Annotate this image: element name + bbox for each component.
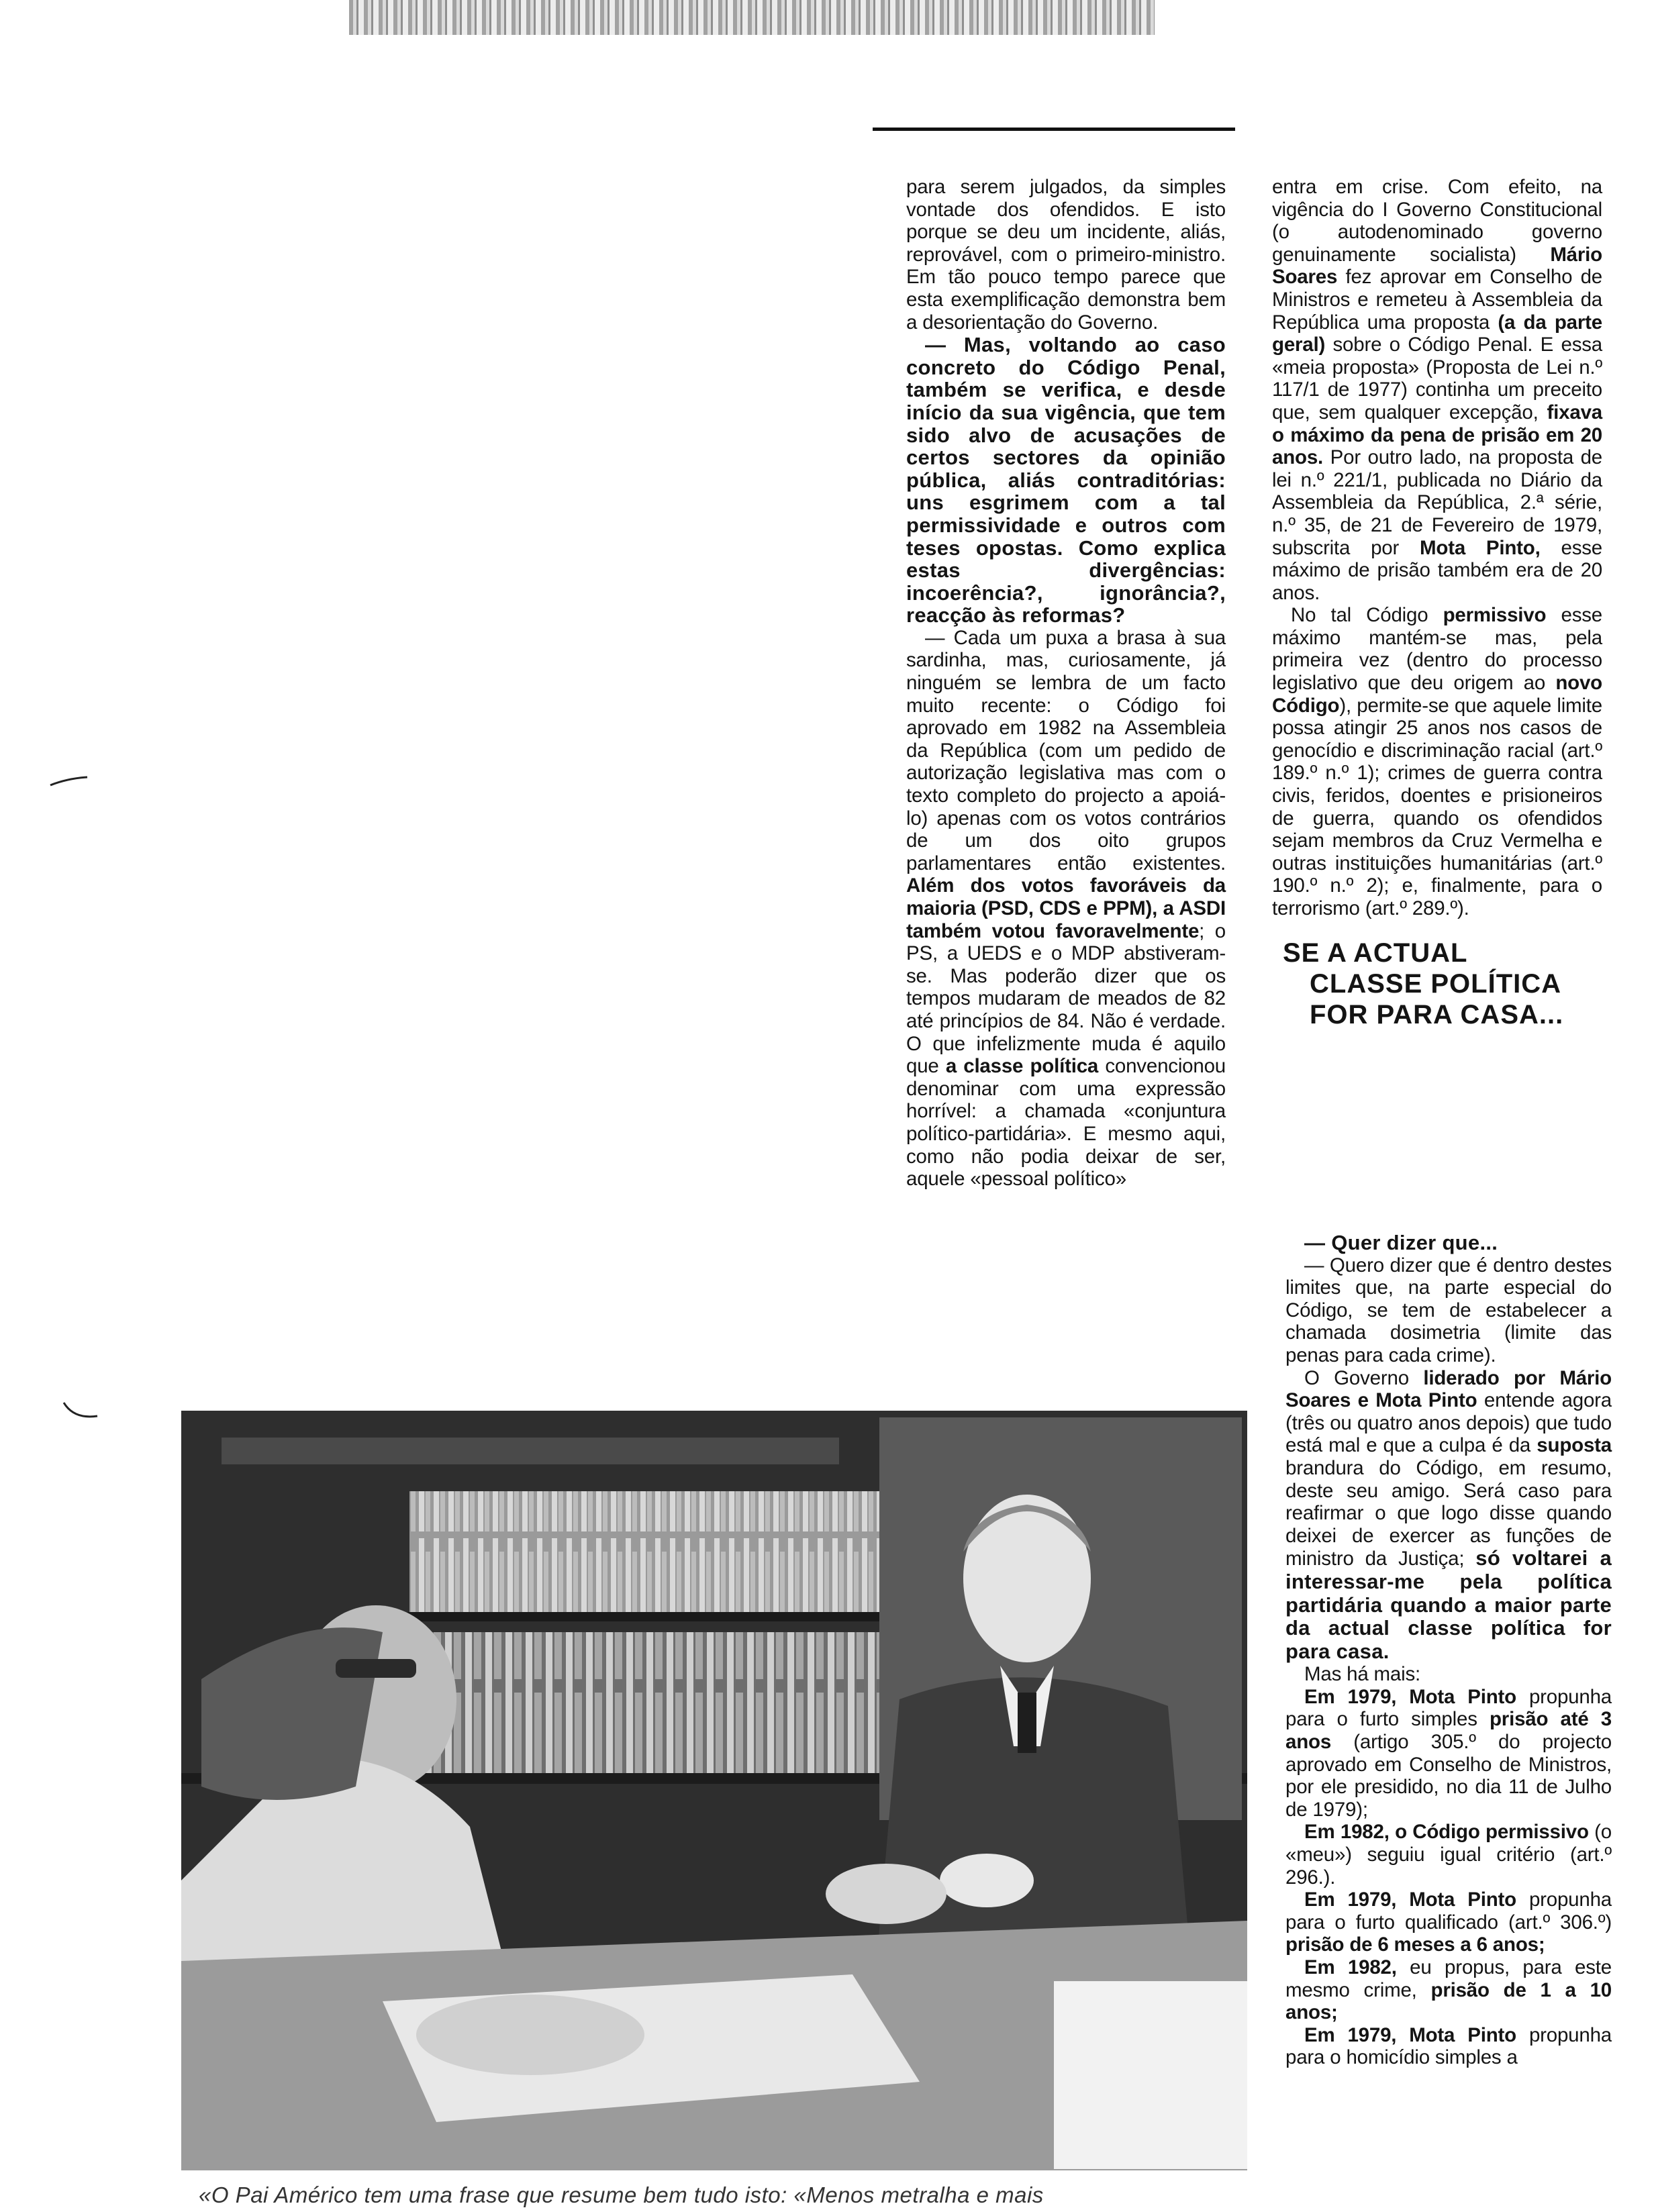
text: eu propus, para este mesmo crime, — [1285, 1956, 1612, 2001]
text-bold: prisão de 6 meses a 6 anos; — [1285, 1933, 1545, 1956]
text: Por outro lado, na proposta de lei n.º 221/1, publicada no Diário da Assembleia da República, 2.ª série, n.º 35, de 21 de Fevereiro de 1979, subscrita por — [1272, 446, 1603, 559]
margin-mark — [47, 772, 101, 792]
heading-line: SE A ACTUAL — [1283, 938, 1468, 968]
text-bold: prisão de 1 a 10 anos; — [1285, 1978, 1612, 2024]
scan-artifact — [349, 0, 1155, 35]
paragraph — [1285, 1889, 1612, 1956]
heading-line: CLASSE POLÍTICA — [1310, 968, 1562, 999]
text-bold: favoravelmente — [1055, 919, 1200, 942]
text-bold: Mota Pinto, — [1420, 536, 1541, 559]
paragraph: Mas há mais: — [1304, 1663, 1421, 1686]
text: brandura do Código, em resumo, deste seu amigo. Será caso para reafirmar o que logo disse quando deixei de exercer as funções de ministro da Justiça; — [1285, 1456, 1612, 1570]
text-bold: Em 1979, Mota Pinto — [1304, 1889, 1516, 1911]
text: ; o PS, a UEDS e o MDP abstiveram-se. Mas poderão dizer que os tempos mudaram de meados de 82 até princípios de 84. Não é verdade. O que infelizmente muda é aquilo que — [906, 919, 1226, 1078]
text: propunha para o furto simples — [1285, 1685, 1612, 1731]
text: entende agora (três ou quatro anos depois) que tudo está mal e que a culpa é da — [1285, 1389, 1612, 1457]
text: fez aprovar em Conselho de Ministros e remeteu à Assembleia da República uma proposta — [1272, 266, 1602, 334]
paragraph — [906, 627, 1226, 1191]
text-bold: Além dos votos favoráveis da maioria (PSD, CDS e PPM), a ASDI também votou — [906, 874, 1226, 942]
text: entra em crise. Com efeito, na vigência do I Governo Constitucional (o autodenominado governo genuinamente socialista) — [1272, 176, 1602, 266]
text-bold: permissivo — [1443, 604, 1547, 627]
photo-illustration — [181, 1411, 1247, 2170]
interview-question: — Quer dizer que... — [1304, 1231, 1498, 1254]
photo-caption: «O Pai Américo tem uma frase que resume bem tudo isto: «Menos metralha e mais — [199, 2182, 1044, 2207]
text: convencionou denominar com uma expressão horrível: a chamada «conjuntura político-partidária». E mesmo aqui, como não podia deixar de ser, aquele «pessoal político» — [906, 1055, 1226, 1191]
article-column-2 — [1272, 176, 1602, 1054]
text-bold: Em 1982, o Código permissivo — [1304, 1821, 1589, 1844]
paragraph — [1285, 1956, 1612, 2024]
text-bold: fixava o máximo da pena de prisão em 20 anos. — [1272, 401, 1602, 469]
text-bold: liderado por Mário Soares e Mota Pinto — [1285, 1366, 1612, 1412]
paragraph — [1272, 604, 1602, 919]
heading-line: FOR PARA CASA... — [1310, 999, 1564, 1029]
paragraph — [1272, 176, 1602, 604]
text-bold: Em 1979, Mota Pinto — [1304, 1685, 1516, 1708]
text-bold: novo Código — [1272, 672, 1602, 717]
text: esse máximo de prisão também era de 20 anos. — [1272, 536, 1602, 604]
text: (o «meu») seguiu igual critério (art.º 296.). — [1285, 1821, 1612, 1889]
text-bold: suposta — [1537, 1434, 1612, 1457]
article-column-1 — [906, 176, 1226, 1191]
text-bold: Em 1979, Mota Pinto — [1304, 2023, 1516, 2046]
article-photo — [181, 1411, 1247, 2170]
text: — Cada um puxa a brasa à sua sardinha, mas, curiosamente, já ninguém se lembra de um facto muito recente: o Código foi aprovado em 1982 na Assembleia da República (com um pedido de autorização legislativa mas com o texto completo do projecto a apoiá-lo) apenas com os votos contrários de um dos oito grupos parlamentares então existentes. — [906, 626, 1226, 874]
text-bold: Mário Soares — [1272, 243, 1602, 289]
paragraph: — Quero dizer que é dentro destes limites que, na parte especial do Código, se tem de estabelecer a chamada dosimetria (limite das penas para cada crime). — [1285, 1254, 1612, 1366]
paragraph — [1285, 2024, 1612, 2069]
article-column-3 — [1285, 1231, 1612, 2069]
text: sobre o Código Penal. E essa «meia proposta» (Proposta de Lei n.º 117/1 de 1977) continha um preceito que, sem qualquer excepção, — [1272, 334, 1602, 423]
text-bold: a classe política — [945, 1055, 1099, 1078]
text: O Governo — [1304, 1366, 1409, 1389]
paragraph — [1285, 1367, 1612, 1664]
top-rule — [873, 128, 1235, 131]
text: propunha para o furto qualificado (art.º 306.º) — [1285, 1889, 1612, 1933]
text: ), permite-se que aquele limite possa atingir 25 anos nos casos de genocídio e discriminação racial (art.º 189.º n.º 1); crimes de guerra contra civis, feridos, doentes e prisioneiros de guerra, quando os ofendidos sejam membros da Cruz Vermelha e outras instituições humanitárias (art.º 190.º n.º 2); e, finalmente, para o terrorismo (art.º 289.º). — [1272, 694, 1602, 919]
paragraph: para serem julgados, da simples vontade dos ofendidos. E isto porque se deu um incidente, aliás, reprovável, com o primeiro-ministro. Em tão pouco tempo parece que esta exemplificação demonstra bem a desorientação do Governo. — [906, 176, 1226, 334]
text: propunha para o homicídio simples a — [1285, 2023, 1612, 2069]
text: No tal Código — [1291, 604, 1428, 627]
interview-question: — Mas, voltando ao caso concreto do Código Penal, também se verifica, e desde início da sua vigência, que tem sido alvo de acusações de certos sectores da opinião pública, aliás contraditórias: uns esgrimem com a tal permissividade e outros com teses opostas. Como explica estas divergências: incoerência?, ignorância?, reacção às reformas? — [906, 333, 1226, 627]
section-heading — [1283, 938, 1602, 1030]
text-bold: prisão até 3 anos — [1285, 1708, 1612, 1754]
text-bold: Em 1982, — [1304, 1956, 1397, 1978]
text-bold: só voltarei a interessar-me pela política partidária quando a maior parte da actual classe política for para casa. — [1285, 1546, 1612, 1663]
text-bold: (a da parte geral) — [1272, 311, 1602, 356]
paragraph — [1285, 1686, 1612, 1821]
paragraph — [1285, 1821, 1612, 1889]
text: (artigo 305.º do projecto aprovado em Conselho de Ministros, por ele presidido, no dia 11 de Julho de 1979); — [1285, 1731, 1612, 1821]
margin-mark — [60, 1399, 101, 1426]
text: esse máximo mantém-se mas, pela primeira vez (dentro do processo legislativo que deu origem ao — [1272, 604, 1602, 695]
